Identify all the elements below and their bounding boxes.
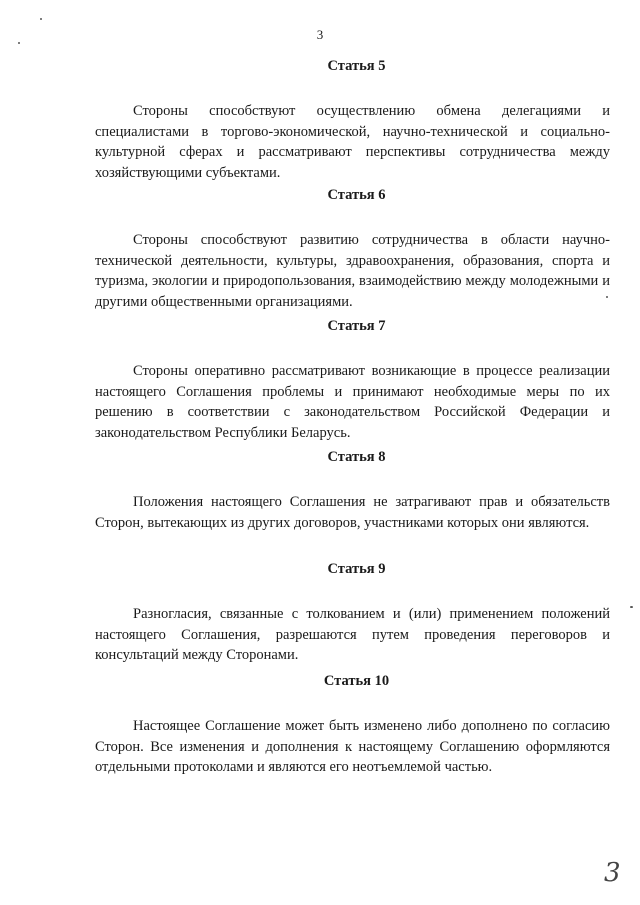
page-number: 3: [316, 27, 324, 42]
article-body: Стороны оперативно рассматривают возникающие в процессе реализации настоящего Соглашения проблемы и принимают необходимые меры по их решению в соответствии с законодательством Российской Федерации и законодательством Республики Беларусь.: [95, 363, 610, 441]
article-body: Разногласия, связанные с толкованием и (или) применением положений настоящего Соглашения, разрешаются путем проведения переговоров и консультаций между Сторонами.: [95, 606, 610, 663]
article-10: [95, 673, 610, 778]
article-8: [95, 449, 610, 533]
article-body: Стороны способствуют развитию сотрудничества в области научно-технической деятельности, культуры, здравоохранения, образования, спорта и туризма, экологии и природопользования, взаимодействию между молодежными и другими общественными организациями.: [95, 232, 610, 310]
handwritten-page-mark: 3: [604, 858, 621, 888]
scan-speck: [630, 606, 633, 608]
article-body: Положения настоящего Соглашения не затрагивают прав и обязательств Сторон, вытекающих из других договоров, участниками которых они являются.: [95, 494, 610, 531]
article-title: Статья 5: [327, 58, 386, 74]
scan-speck: [606, 296, 608, 298]
scan-speck: [18, 42, 20, 44]
article-title: Статья 6: [327, 187, 386, 203]
article-5: [95, 58, 610, 183]
article-title: Статья 9: [327, 561, 386, 577]
article-6: [95, 187, 610, 312]
article-body: Стороны способствуют осуществлению обмена делегациями и специалистами в торгово-экономической, научно-технической и социально-культурной сферах и рассматривают перспективы сотрудничества между хозяйствующими субъектами.: [95, 103, 610, 181]
article-9: [95, 561, 610, 666]
article-title: Статья 7: [327, 318, 386, 334]
article-title: Статья 10: [323, 673, 390, 689]
article-7: [95, 318, 610, 443]
article-title: Статья 8: [327, 449, 386, 465]
article-body: Настоящее Соглашение может быть изменено либо дополнено по согласию Сторон. Все изменения и дополнения к настоящему Соглашению оформляются отдельными протоколами и являются его неотъемлемой частью.: [95, 718, 610, 775]
scan-speck: [40, 18, 42, 20]
